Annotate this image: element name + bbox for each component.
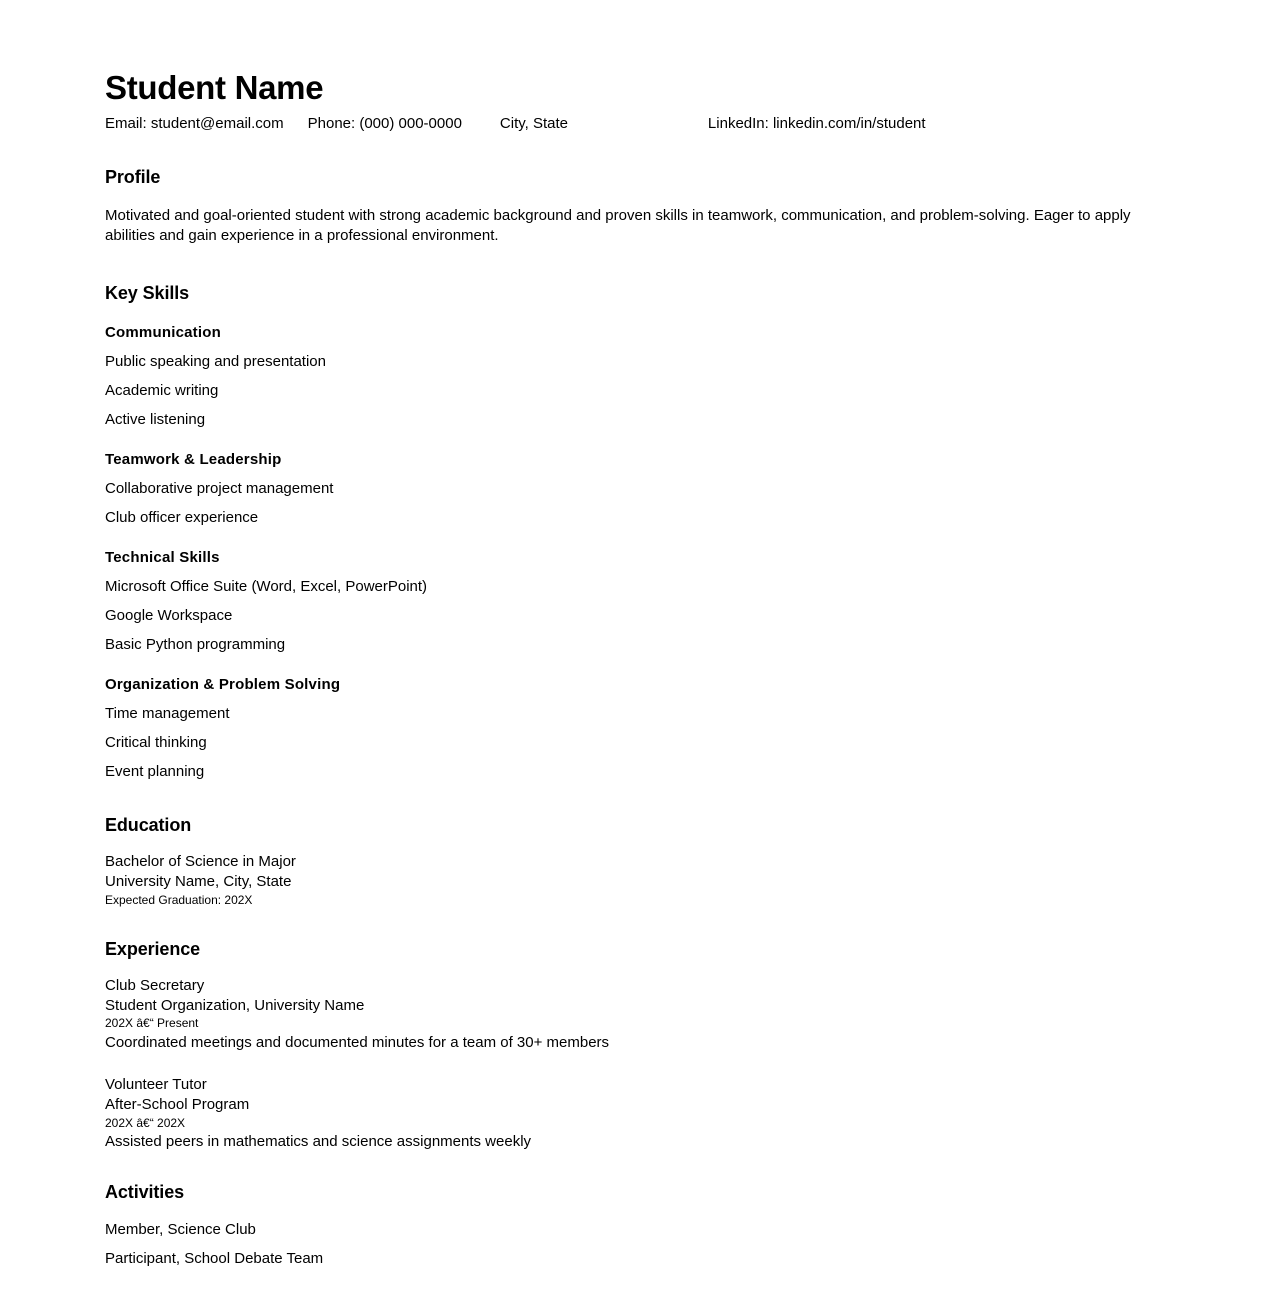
experience-job-title: Club Secretary: [105, 976, 205, 994]
experience-dates: 202X â€“ Present: [105, 1016, 199, 1031]
section-experience: [105, 939, 1158, 1152]
education-entry: [105, 852, 1158, 909]
skill-item: Event planning: [105, 763, 205, 781]
skill-item: Google Workspace: [105, 607, 233, 625]
skill-group-title: Teamwork & Leadership: [105, 451, 282, 469]
skill-group-title: Communication: [105, 324, 221, 342]
skill-item: Club officer experience: [105, 509, 259, 527]
section-education: [105, 815, 1158, 909]
section-heading-education: Education: [105, 815, 192, 836]
resume-header: [105, 70, 1158, 134]
skill-item: Critical thinking: [105, 734, 207, 752]
activity-item: Participant, School Debate Team: [105, 1249, 324, 1267]
experience-entry: [105, 1075, 1158, 1152]
contact-linkedin: LinkedIn: linkedin.com/in/student: [707, 115, 926, 133]
skill-item: Public speaking and presentation: [105, 353, 326, 371]
experience-description: Assisted peers in mathematics and science assignments weekly: [105, 1133, 532, 1151]
section-heading-key-skills: Key Skills: [105, 282, 190, 303]
skill-group-teamwork-leadership: [105, 451, 1158, 527]
experience-description: Coordinated meetings and documented minutes for a team of 30+ members: [105, 1033, 610, 1051]
skill-item: Microsoft Office Suite (Word, Excel, PowerPoint): [105, 578, 428, 596]
section-heading-experience: Experience: [105, 938, 201, 959]
contact-location: City, State: [499, 115, 569, 133]
skill-group-organization-problem-solving: [105, 676, 1158, 781]
skill-group-title: Technical Skills: [105, 549, 220, 567]
skill-item: Collaborative project management: [105, 480, 334, 498]
experience-organization: After-School Program: [105, 1095, 250, 1113]
page-title: Student Name: [105, 69, 324, 106]
activities-list: [105, 1221, 1158, 1268]
education-institution: University Name, City, State: [105, 872, 292, 890]
contact-email: Email: student@email.com: [105, 115, 284, 133]
activity-item: Member, Science Club: [105, 1220, 256, 1238]
skill-item: Academic writing: [105, 382, 219, 400]
resume-document: [105, 70, 1158, 1268]
section-heading-activities: Activities: [105, 1181, 185, 1202]
skill-item: Basic Python programming: [105, 636, 286, 654]
skill-item: Time management: [105, 705, 230, 723]
experience-job-title: Volunteer Tutor: [105, 1075, 207, 1093]
education-degree: Bachelor of Science in Major: [105, 852, 296, 870]
skills-groups: [105, 324, 1158, 781]
education-graduation-date: Expected Graduation: 202X: [105, 892, 253, 907]
section-key-skills: [105, 283, 1158, 782]
contact-phone: Phone: (000) 000-0000: [307, 115, 462, 133]
experience-dates: 202X â€“ 202X: [105, 1115, 186, 1130]
experience-entry: [105, 976, 1158, 1053]
skill-group-technical-skills: [105, 549, 1158, 654]
section-profile: [105, 167, 1158, 245]
section-activities: [105, 1182, 1158, 1268]
profile-summary: Motivated and goal-oriented student with strong academic background and proven skills in teamwork, communication, and problem-solving. Eager to apply abilities and gain experience in a professional environment.: [105, 206, 1131, 244]
skill-item: Active listening: [105, 411, 206, 429]
contact-info-line: [105, 115, 1158, 134]
skill-group-communication: [105, 324, 1158, 429]
skill-group-title: Organization & Problem Solving: [105, 676, 341, 694]
experience-organization: Student Organization, University Name: [105, 996, 365, 1014]
section-heading-profile: Profile: [105, 167, 161, 188]
